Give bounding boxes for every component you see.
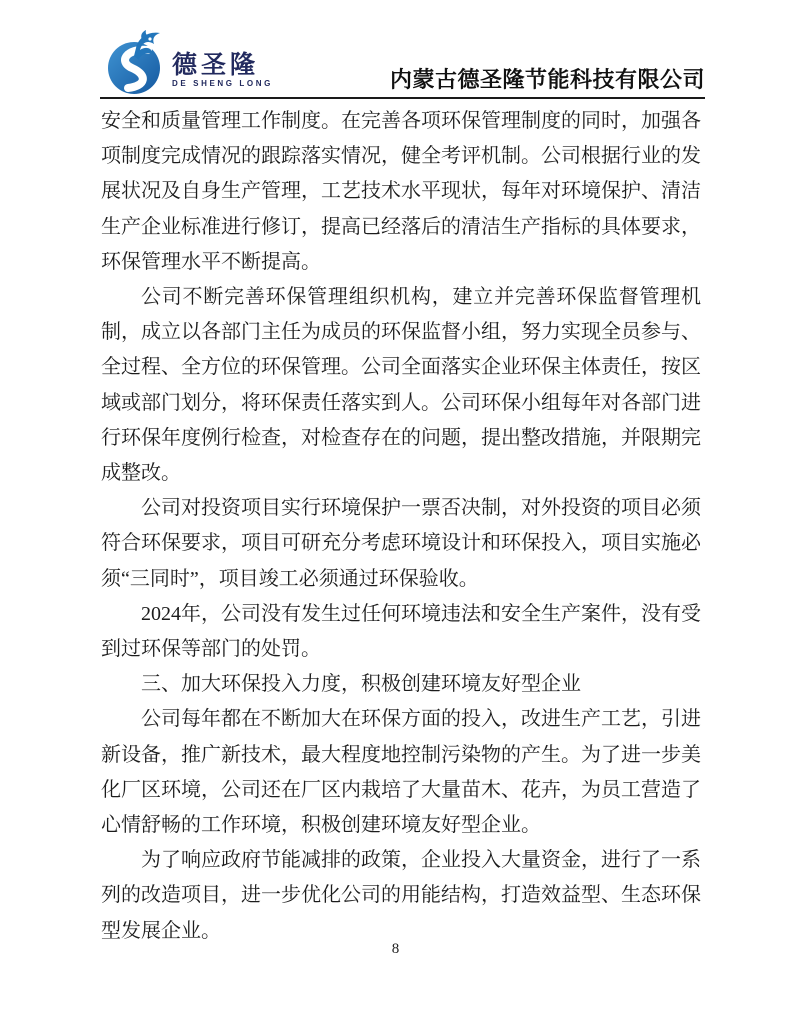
paragraph: 安全和质量管理工作制度。在完善各项环保管理制度的同时，加强各项制度完成情况的跟踪落实情况，健全考评机制。公司根据行业的发展状况及自身生产管理，工艺技术水平现状，每年对环境保护、清洁生产企业标准进行修订，提高已经落后的清洁生产指标的具体要求，环保管理水平不断提高。 <box>101 110 701 273</box>
page-header <box>100 30 705 96</box>
company-logo <box>106 30 273 96</box>
page-number: 8 <box>391 941 400 957</box>
header-divider <box>100 97 705 99</box>
company-name: 内蒙古德圣隆节能科技有限公司 <box>389 67 705 92</box>
document-body <box>101 104 701 949</box>
paragraph: 为了响应政府节能减排的政策，企业投入大量资金，进行了一系列的改造项目，进一步优化公司的用能结构，打造效益型、生态环保型发展企业。 <box>101 849 701 942</box>
logo-name-en: DE SHENG LONG <box>172 79 273 88</box>
section-heading: 三、加大环保投入力度，积极创建环境友好型企业 <box>141 673 581 696</box>
logo-name-cn: 德圣隆 <box>172 51 260 79</box>
paragraph: 公司对投资项目实行环境保护一票否决制，对外投资的项目必须符合环保要求，项目可研充分考虑环境设计和环保投入，项目实施必须“三同时”，项目竣工必须通过环保验收。 <box>101 497 701 590</box>
paragraph: 2024年，公司没有发生过任何环境违法和安全生产案件，没有受到过环保等部门的处罚。 <box>101 602 701 661</box>
paragraph: 公司每年都在不断加大在环保方面的投入，改进生产工艺，引进新设备，推广新技术，最大程度地控制污染物的产生。为了进一步美化厂区环境，公司还在厂区内栽培了大量苗木、花卉，为员工营造了心情舒畅的工作环境，积极创建环境友好型企业。 <box>101 708 701 837</box>
dragon-s-circle-icon <box>106 30 168 96</box>
logo-text <box>172 53 273 88</box>
paragraph: 公司不断完善环保管理组织机构，建立并完善环保监督管理机制，成立以各部门主任为成员的环保监督小组，努力实现全员参与、全过程、全方位的环保管理。公司全面落实企业环保主体责任，按区域或部门划分，将环保责任落实到人。公司环保小组每年对各部门进行环保年度例行检查，对检查存在的问题，提出整改措施，并限期完成整改。 <box>101 286 701 485</box>
